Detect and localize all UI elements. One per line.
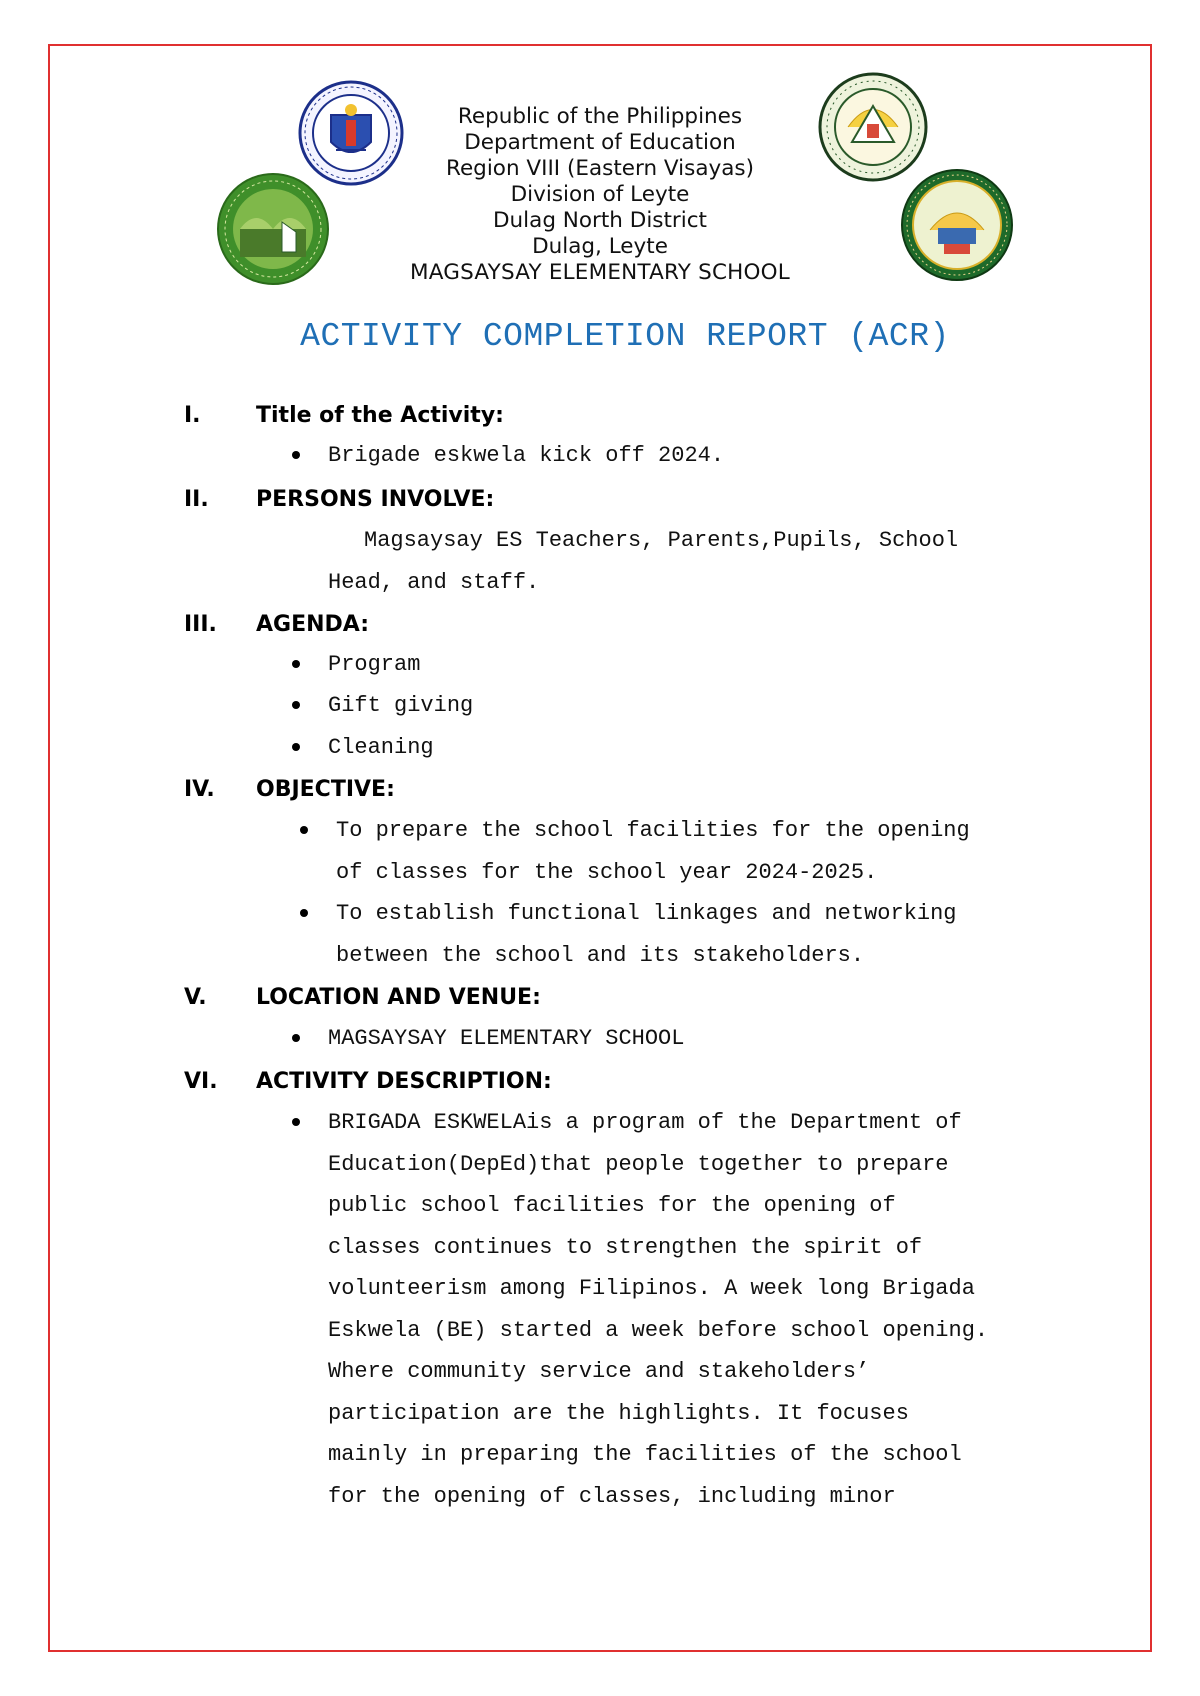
section-label: ACTIVITY DESCRIPTION: [256,1069,552,1094]
objective-2-line-1: To establish functional linkages and networking [336,901,957,926]
dulag-north-district-seal-logo [216,172,330,286]
section-number: III. [184,612,217,637]
description-line: Eskwela (BE) started a week before school opening. [328,1318,989,1343]
description-line: public school facilities for the opening of [328,1193,896,1218]
list-item: MAGSAYSAY ELEMENTARY SCHOOL [328,1026,685,1051]
section-number: IV. [184,777,215,802]
bullet-dot [292,660,300,668]
persons-line-1: Magsaysay ES Teachers, Parents,Pupils, School [364,528,959,553]
bullet-dot [292,701,300,709]
description-line: volunteerism among Filipinos. A week long Brigada [328,1276,975,1301]
objective-1-line-2: of classes for the school year 2024-2025. [336,860,878,885]
description-line: Where community service and stakeholders’ [328,1359,870,1384]
section-number: V. [184,985,207,1010]
header-municipality: Dulag, Leyte [532,234,668,259]
objective-2-line-2: between the school and its stakeholders. [336,943,865,968]
header-department: Department of Education [464,130,736,155]
section-label: LOCATION AND VENUE: [256,985,541,1010]
header-division: Division of Leyte [510,182,690,207]
section-number: VI. [184,1069,218,1094]
bullet-dot [300,826,308,834]
section-label: PERSONS INVOLVE: [256,487,495,512]
description-line: BRIGADA ESKWELAis a program of the Department of [328,1110,962,1135]
section-number: I. [184,403,201,428]
objective-1-line-1: To prepare the school facilities for the opening [336,818,970,843]
header-republic: Republic of the Philippines [457,104,743,129]
list-item: Program [328,652,421,677]
header-district: Dulag North District [492,208,707,233]
report-title: ACTIVITY COMPLETION REPORT (ACR) [300,318,950,355]
magsaysay-es-seal-logo [900,168,1014,282]
persons-line-2: Head, and staff. [328,570,540,595]
list-item: Cleaning [328,735,434,760]
description-line: classes continues to strengthen the spirit of [328,1235,923,1260]
section-label: OBJECTIVE: [256,777,395,802]
section-label: Title of the Activity: [256,403,504,428]
list-item: Brigade eskwela kick off 2024. [328,443,725,468]
list-item: Gift giving [328,693,474,718]
header-school-name: MAGSAYSAY ELEMENTARY SCHOOL [410,260,790,285]
bullet-dot [300,909,308,917]
bullet-dot [292,1034,300,1042]
bullet-dot [292,1118,300,1126]
letterhead [330,104,870,286]
bullet-dot [292,743,300,751]
description-line: for the opening of classes, including minor [328,1484,896,1509]
header-region: Region VIII (Eastern Visayas) [445,156,754,181]
section-number: II. [184,487,209,512]
description-line: Education(DepEd)that people together to prepare [328,1152,949,1177]
description-line: participation are the highlights. It focuses [328,1401,909,1426]
section-label: AGENDA: [256,612,370,637]
bullet-dot [292,451,300,459]
description-line: mainly in preparing the facilities of the school [328,1442,962,1467]
